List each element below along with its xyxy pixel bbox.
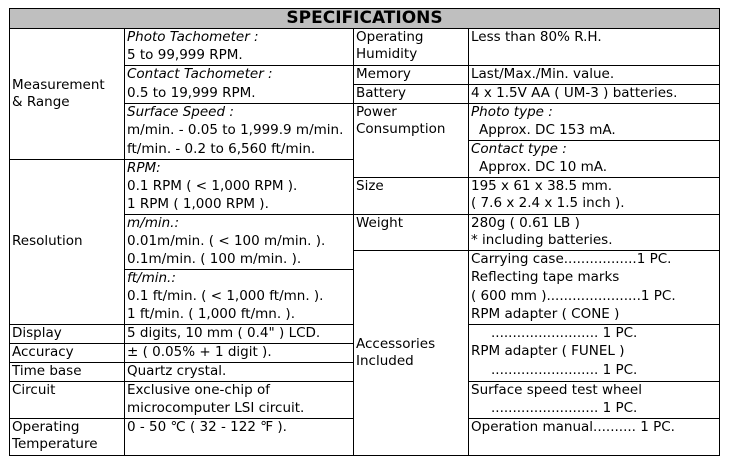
memory-value: Last/Max./Min. value. [469, 66, 720, 85]
specifications-table [9, 8, 720, 456]
power-consumption-label: Power Consumption [354, 104, 469, 178]
resolution-mmin-title: m/min.: [125, 214, 354, 233]
power-contact-type-value: Approx. DC 10 mA. [469, 159, 720, 178]
power-contact-type-title: Contact type : [469, 141, 720, 160]
circuit-value-line-2: microcomputer LSI circuit. [125, 400, 354, 419]
circuit-value-line-1: Exclusive one-chip of [125, 381, 354, 400]
size-value: 195 x 61 x 38.5 mm. ( 7.6 x 2.4 x 1.5 inch ). [469, 178, 720, 215]
surface-speed-ftmin-range: ft/min. - 0.2 to 6,560 ft/min. [125, 141, 354, 160]
time-base-value: Quartz crystal. [125, 362, 354, 381]
display-label: Display [10, 324, 125, 343]
weight-label: Weight [354, 214, 469, 251]
battery-value: 4 x 1.5V AA ( UM-3 ) batteries. [469, 85, 720, 104]
memory-label: Memory [354, 66, 469, 85]
resolution-rpm-title: RPM: [125, 159, 354, 178]
display-value: 5 digits, 10 mm ( 0.4" ) LCD. [125, 324, 354, 343]
power-photo-type-title: Photo type : [469, 104, 720, 123]
time-base-label: Time base [10, 362, 125, 381]
accessory-carrying-case: Carrying case.................1 PC. [469, 251, 720, 270]
accessory-rpm-adapter-funel: RPM adapter ( FUNEL ) [469, 343, 720, 362]
accessory-rpm-adapter-funel-qty: ......................... 1 PC. [469, 362, 720, 381]
resolution-ftmin-2: 1 ft/min. ( 1,000 ft/mn. ). [125, 306, 354, 325]
accessory-operation-manual: Operation manual.......... 1 PC. [469, 418, 720, 455]
operating-temperature-value: 0 - 50 ℃ ( 32 - 122 ℉ ). [125, 418, 354, 455]
accessories-label: Accessories Included [354, 251, 469, 456]
weight-value: 280g ( 0.61 LB ) * including batteries. [469, 214, 720, 251]
operating-humidity-value: Less than 80% R.H. [469, 29, 720, 66]
photo-tachometer-title: Photo Tachometer : [125, 29, 354, 48]
resolution-rpm-2: 1 RPM ( 1,000 RPM ). [125, 196, 354, 215]
accessory-reflecting-tape: Reflecting tape marks [469, 269, 720, 288]
photo-tachometer-range: 5 to 99,999 RPM. [125, 47, 354, 66]
resolution-label: Resolution [10, 159, 125, 324]
accessory-surface-speed-wheel: Surface speed test wheel [469, 381, 720, 400]
circuit-label: Circuit [10, 381, 125, 418]
resolution-ftmin-1: 0.1 ft/min. ( < 1,000 ft/mn. ). [125, 288, 354, 306]
size-label: Size [354, 178, 469, 215]
accessory-rpm-adapter-cone-qty: ......................... 1 PC. [469, 324, 720, 343]
surface-speed-title: Surface Speed : [125, 104, 354, 123]
accessory-surface-speed-wheel-qty: ......................... 1 PC. [469, 400, 720, 419]
accessory-reflecting-tape-qty: ( 600 mm )......................1 PC. [469, 288, 720, 306]
contact-tachometer-title: Contact Tachometer : [125, 66, 354, 85]
battery-label: Battery [354, 85, 469, 104]
resolution-rpm-1: 0.1 RPM ( < 1,000 RPM ). [125, 178, 354, 196]
measurement-range-label: Measurement & Range [10, 29, 125, 160]
resolution-ftmin-title: ft/min.: [125, 269, 354, 288]
operating-temperature-label: Operating Temperature [10, 418, 125, 455]
accessory-rpm-adapter-cone: RPM adapter ( CONE ) [469, 306, 720, 325]
surface-speed-mmin-range: m/min. - 0.05 to 1,999.9 m/min. [125, 122, 354, 141]
accuracy-value: ± ( 0.05% + 1 digit ). [125, 343, 354, 362]
accuracy-label: Accuracy [10, 343, 125, 362]
resolution-mmin-2: 0.1m/min. ( 100 m/min. ). [125, 251, 354, 270]
resolution-mmin-1: 0.01m/min. ( < 100 m/min. ). [125, 233, 354, 251]
power-photo-type-value: Approx. DC 153 mA. [469, 122, 720, 141]
contact-tachometer-range: 0.5 to 19,999 RPM. [125, 85, 354, 104]
operating-humidity-label: Operating Humidity [354, 29, 469, 66]
table-title: SPECIFICATIONS [10, 9, 720, 29]
